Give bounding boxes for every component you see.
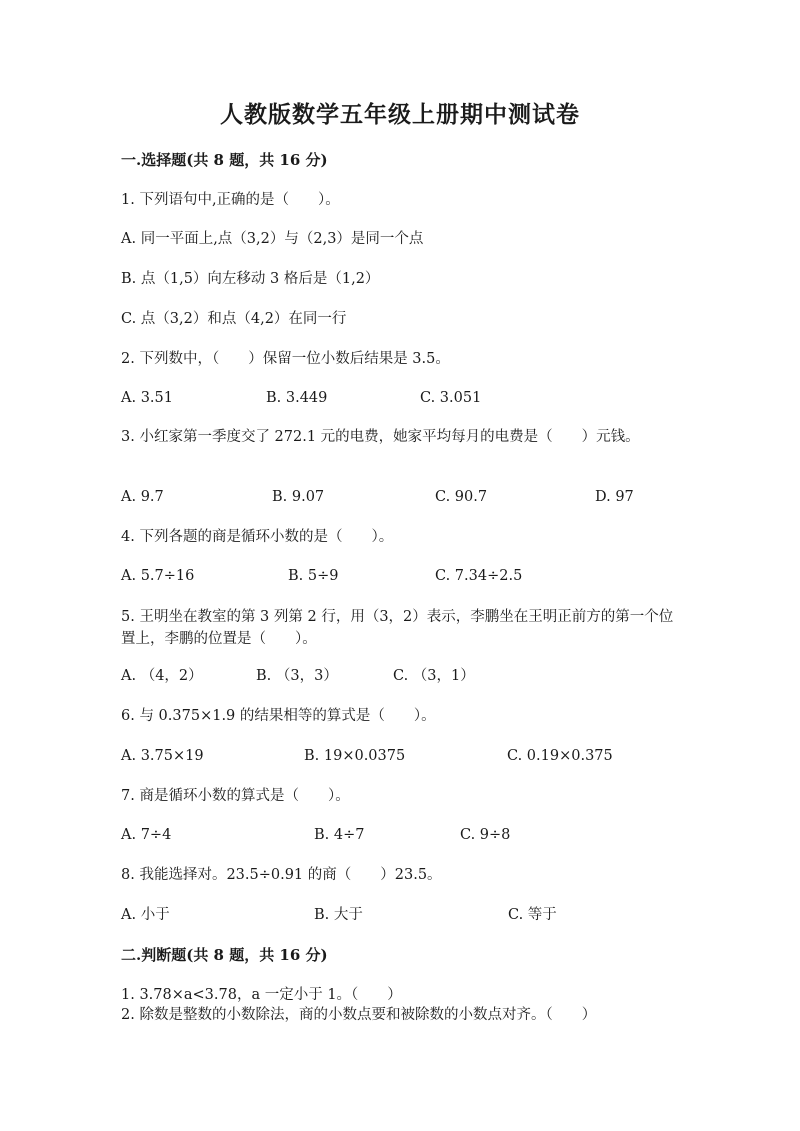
- question-7-option-c: C. 9÷8: [460, 827, 511, 843]
- question-6-stem: 6. 与 0.375×1.9 的结果相等的算式是（ ）。: [121, 708, 436, 724]
- question-8-option-b: B. 大于: [314, 907, 363, 923]
- question-1-option-c: C. 点（3,2）和点（4,2）在同一行: [121, 311, 347, 327]
- question-3-option-d: D. 97: [595, 489, 634, 505]
- question-1-option-b: B. 点（1,5）向左移动 3 格后是（1,2）: [121, 271, 380, 287]
- question-3-option-b: B. 9.07: [272, 489, 325, 505]
- question-2-option-b: B. 3.449: [266, 390, 328, 406]
- question-7-option-a: A. 7÷4: [121, 827, 172, 843]
- question-5-option-c: C. （3，1）: [393, 668, 475, 684]
- question-3-stem: 3. 小红家第一季度交了 272.1 元的电费，她家平均每月的电费是（ ）元钱。: [121, 429, 640, 445]
- question-5-stem: 5. 王明坐在教室的第 3 列第 2 行，用（3，2）表示，李鹏坐在王明正前方的第一个位置上，李鹏的位置是（ ）。: [121, 609, 674, 647]
- question-4-stem: 4. 下列各题的商是循环小数的是（ ）。: [121, 529, 394, 545]
- question-8-option-a: A. 小于: [121, 907, 170, 923]
- question-1-option-a: A. 同一平面上,点（3,2）与（2,3）是同一个点: [121, 231, 424, 247]
- question-2-option-c: C. 3.051: [420, 390, 482, 406]
- question-8-stem: 8. 我能选择对。23.5÷0.91 的商（ ）23.5。: [121, 867, 442, 883]
- exam-title: 人教版数学五年级上册期中测试卷: [220, 101, 580, 128]
- question-6-option-a: A. 3.75×19: [121, 748, 204, 764]
- question-7-option-b: B. 4÷7: [314, 827, 365, 843]
- question-5-option-b: B. （3，3）: [256, 668, 338, 684]
- judgement-question-2: 2. 除数是整数的小数除法，商的小数点要和被除数的小数点对齐。（ ）: [121, 1007, 597, 1023]
- question-8-option-c: C. 等于: [508, 907, 557, 923]
- question-4-option-c: C. 7.34÷2.5: [435, 568, 523, 584]
- section-heading-judgement: 二.判断题(共 8 题，共 16 分): [121, 946, 328, 964]
- judgement-question-1: 1. 3.78×a<3.78，a 一定小于 1。（ ）: [121, 987, 402, 1003]
- question-4-option-a: A. 5.7÷16: [121, 568, 195, 584]
- question-3-option-c: C. 90.7: [435, 489, 488, 505]
- question-7-stem: 7. 商是循环小数的算式是（ ）。: [121, 788, 350, 804]
- question-4-option-b: B. 5÷9: [288, 568, 339, 584]
- question-6-option-c: C. 0.19×0.375: [507, 748, 613, 764]
- question-6-option-b: B. 19×0.0375: [304, 748, 406, 764]
- question-1-stem: 1. 下列语句中,正确的是（ ）。: [121, 192, 340, 208]
- section-heading-choice: 一.选择题(共 8 题，共 16 分): [121, 151, 328, 169]
- question-2-option-a: A. 3.51: [121, 390, 173, 406]
- question-3-option-a: A. 9.7: [121, 489, 164, 505]
- question-5-option-a: A. （4，2）: [121, 668, 203, 684]
- question-2-stem: 2. 下列数中，（ ）保留一位小数后结果是 3.5。: [121, 351, 450, 367]
